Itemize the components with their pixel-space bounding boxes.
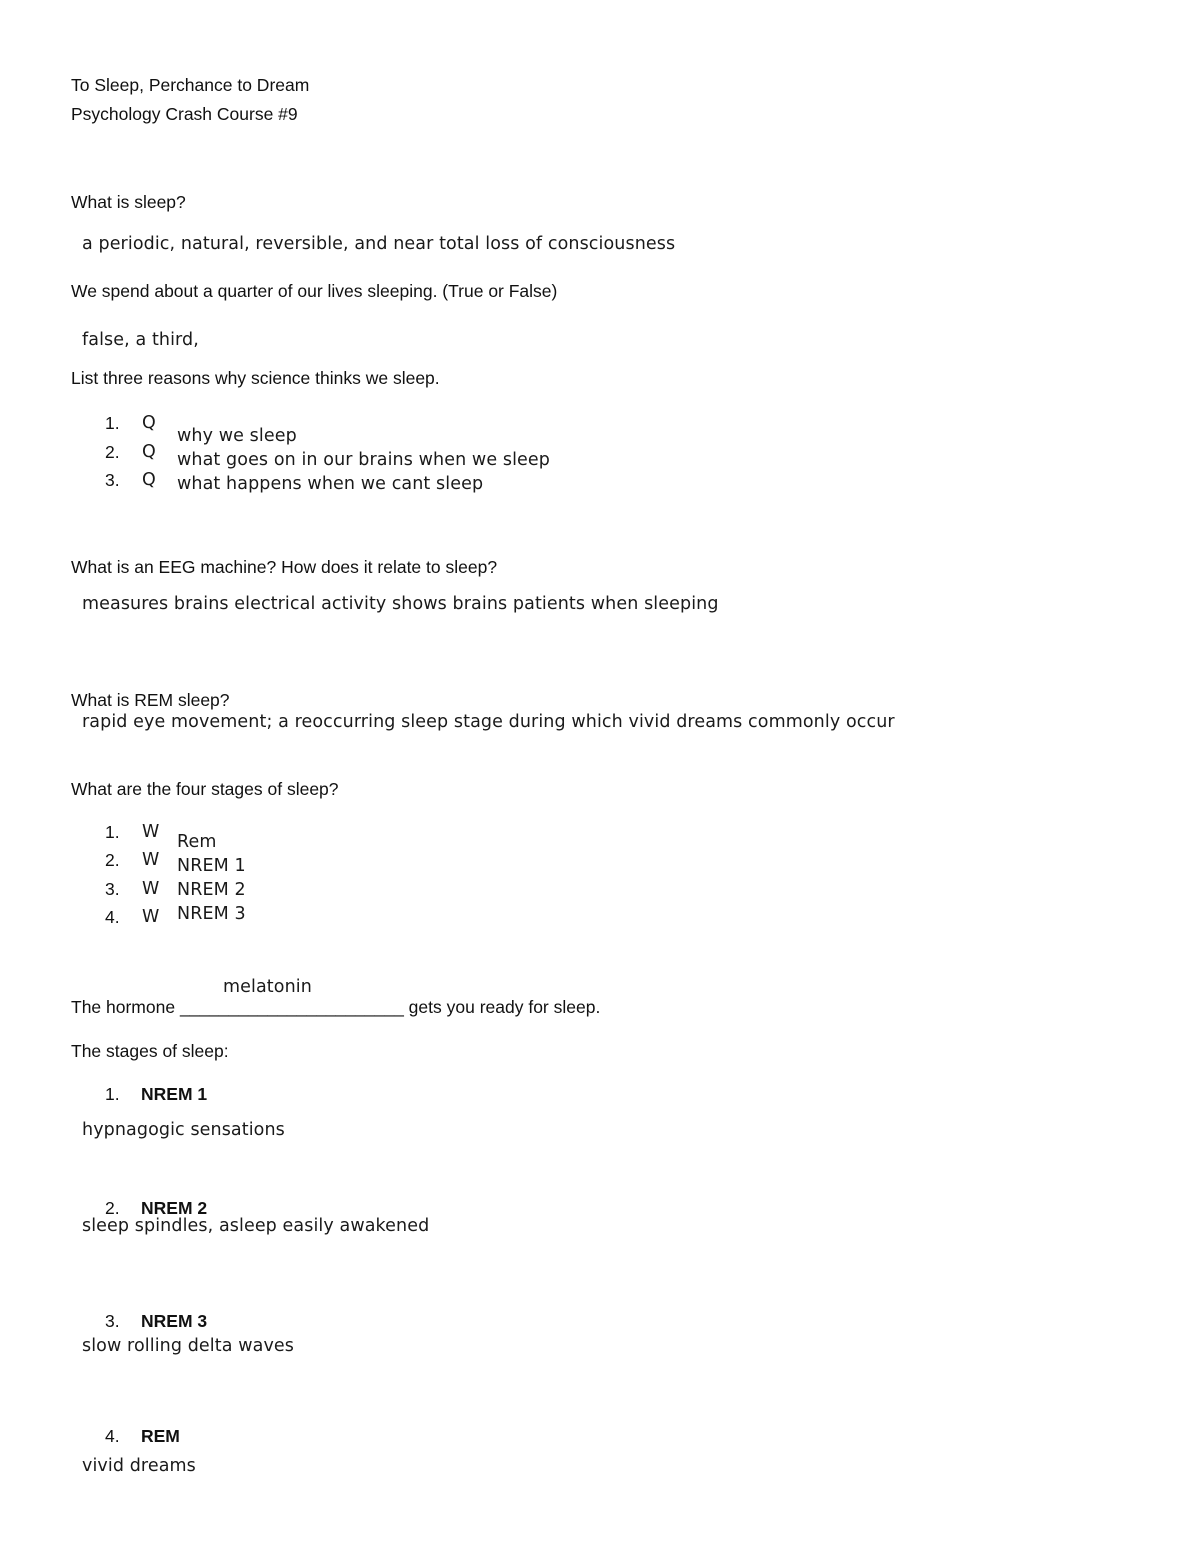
answer-reason-1: why we sleep (177, 426, 297, 446)
answer-stage-2: NREM 1 (177, 856, 246, 876)
stage-answer: slow rolling delta waves (82, 1336, 294, 1356)
list-number: 2. (105, 850, 120, 870)
list-number: 3. (105, 879, 120, 899)
question-hormone-blank: _______________________ (179, 997, 404, 1017)
question-eeg-machine: What is an EEG machine? How does it relate to sleep? (71, 557, 498, 577)
list-bullet: Q (142, 470, 156, 490)
stage-label: NREM 1 (141, 1084, 208, 1104)
question-hormone (71, 996, 600, 1018)
answer-stage-1: Rem (177, 832, 217, 852)
answer-quarter-of-lives: false, a third, (82, 330, 199, 350)
list-bullet: Q (142, 413, 156, 433)
stage-number: 1. (105, 1084, 120, 1104)
stage-number: 2. (105, 1198, 120, 1218)
list-bullet: W (142, 850, 160, 870)
answer-stage-4: NREM 3 (177, 904, 246, 924)
worksheet-title: To Sleep, Perchance to Dream (71, 75, 310, 95)
answer-rem-sleep: rapid eye movement; a reoccurring sleep stage during which vivid dreams commonly occur (82, 712, 895, 732)
answer-eeg-machine: measures brains electrical activity shows brains patients when sleeping (82, 594, 719, 614)
list-bullet: W (142, 907, 160, 927)
answer-stage-3: NREM 2 (177, 880, 246, 900)
stage-number: 3. (105, 1311, 120, 1331)
list-number: 2. (105, 442, 120, 462)
list-bullet: W (142, 822, 160, 842)
stage-label: NREM 2 (141, 1198, 208, 1218)
list-number: 1. (105, 413, 120, 433)
list-bullet: W (142, 879, 160, 899)
question-hormone-before: The hormone (71, 997, 180, 1017)
stage-label: REM (141, 1426, 180, 1446)
stage-number: 4. (105, 1426, 120, 1446)
question-what-is-sleep: What is sleep? (71, 192, 186, 212)
question-four-stages: What are the four stages of sleep? (71, 779, 339, 799)
list-bullet: Q (142, 442, 156, 462)
question-reasons-we-sleep: List three reasons why science thinks we sleep. (71, 368, 440, 388)
stage-answer: vivid dreams (82, 1456, 196, 1476)
list-number: 1. (105, 822, 120, 842)
worksheet-subtitle: Psychology Crash Course #9 (71, 104, 298, 124)
stage-answer: sleep spindles, asleep easily awakened (82, 1216, 430, 1236)
question-hormone-after: gets you ready for sleep. (403, 997, 601, 1017)
list-number: 3. (105, 470, 120, 490)
stages-heading: The stages of sleep: (71, 1041, 229, 1061)
answer-what-is-sleep: a periodic, natural, reversible, and near total loss of consciousness (82, 234, 676, 254)
stage-label: NREM 3 (141, 1311, 208, 1331)
question-quarter-of-lives: We spend about a quarter of our lives sleeping. (True or False) (71, 281, 558, 301)
answer-reason-3: what happens when we cant sleep (177, 474, 484, 494)
answer-hormone: melatonin (223, 977, 312, 997)
answer-reason-2: what goes on in our brains when we sleep (177, 450, 550, 470)
question-rem-sleep: What is REM sleep? (71, 690, 230, 710)
list-number: 4. (105, 907, 120, 927)
stage-answer: hypnagogic sensations (82, 1120, 285, 1140)
